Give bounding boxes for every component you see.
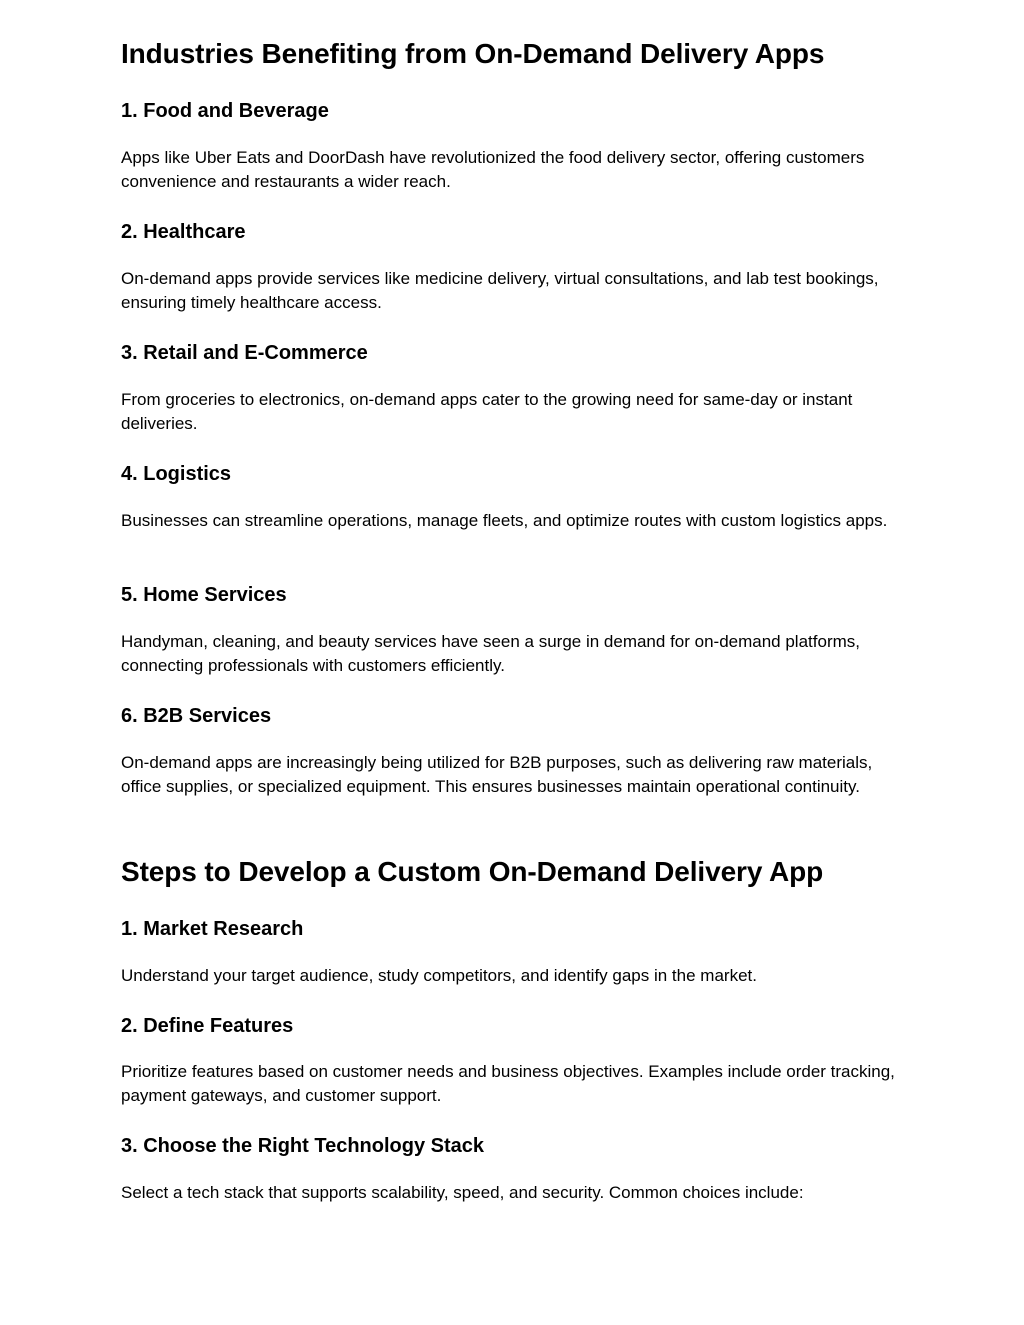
paragraph-retail-ecommerce: From groceries to electronics, on-demand apps cater to the growing need for same-day or instant deliveries.: [121, 390, 853, 433]
heading-food-and-beverage: 1. Food and Beverage: [121, 100, 329, 122]
heading-define-features: 2. Define Features: [121, 1015, 294, 1037]
paragraph-b2b-services: On-demand apps are increasingly being utilized for B2B purposes, such as delivering raw materials, office supplies, or specialized equipment. This ensures businesses maintain operational continuity.: [121, 753, 873, 796]
paragraph-market-research: Understand your target audience, study competitors, and identify gaps in the market.: [121, 966, 757, 985]
heading-home-services: 5. Home Services: [121, 584, 287, 606]
heading-b2b-services: 6. B2B Services: [121, 705, 272, 727]
paragraph-food-and-beverage: Apps like Uber Eats and DoorDash have revolutionized the food delivery sector, offering customers convenience and restaurants a wider reach.: [121, 148, 865, 191]
heading-technology-stack: 3. Choose the Right Technology Stack: [121, 1135, 485, 1157]
paragraph-define-features: Prioritize features based on customer needs and business objectives. Examples include order tracking, payment gateways, and customer support.: [121, 1062, 895, 1105]
heading-market-research: 1. Market Research: [121, 918, 304, 940]
heading-retail-ecommerce: 3. Retail and E-Commerce: [121, 342, 368, 364]
heading-logistics: 4. Logistics: [121, 463, 232, 485]
section-title-industries: Industries Benefiting from On-Demand Delivery Apps: [121, 38, 825, 69]
paragraph-technology-stack: Select a tech stack that supports scalability, speed, and security. Common choices include:: [121, 1183, 804, 1202]
section-title-steps: Steps to Develop a Custom On-Demand Delivery App: [121, 856, 824, 887]
heading-healthcare: 2. Healthcare: [121, 221, 246, 243]
paragraph-home-services: Handyman, cleaning, and beauty services have seen a surge in demand for on-demand platforms, connecting professionals with customers efficiently.: [121, 632, 860, 675]
paragraph-healthcare: On-demand apps provide services like medicine delivery, virtual consultations, and lab test bookings, ensuring timely healthcare access.: [121, 269, 879, 312]
paragraph-logistics: Businesses can streamline operations, manage fleets, and optimize routes with custom logistics apps.: [121, 511, 888, 530]
